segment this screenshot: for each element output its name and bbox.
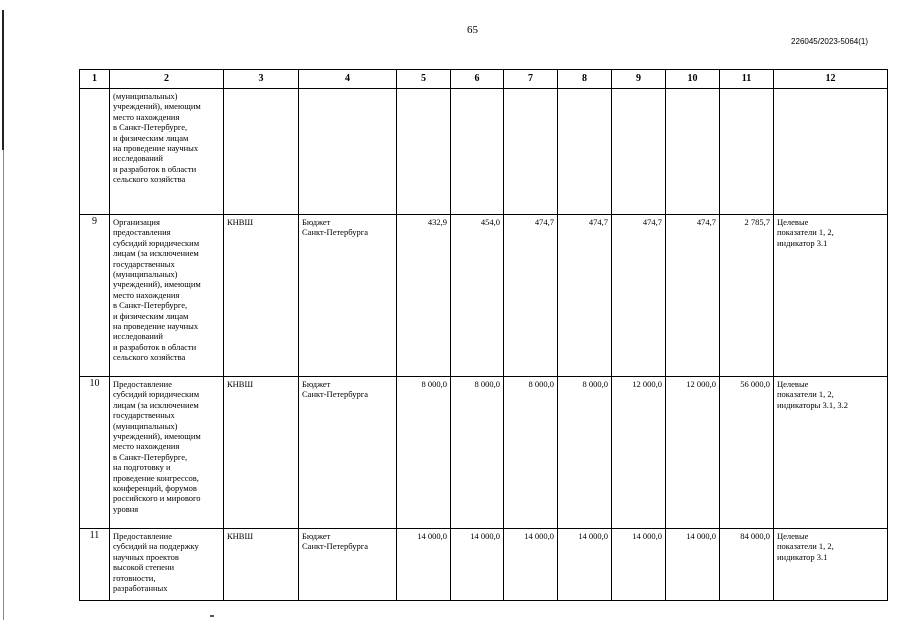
value-cell <box>612 89 666 215</box>
value-cell: 8 000,0 <box>451 377 504 529</box>
value-cell: 14 000,0 <box>397 529 451 601</box>
executor <box>224 89 299 215</box>
value-cell: 2 785,7 <box>720 215 774 377</box>
funding-source: Бюджет Санкт-Петербурга <box>299 529 397 601</box>
value-cell <box>504 89 558 215</box>
table-row <box>80 529 888 601</box>
executor: КНВШ <box>224 215 299 377</box>
header-cell: 9 <box>612 70 666 89</box>
header-cell: 10 <box>666 70 720 89</box>
budget-table <box>79 69 888 601</box>
indicators: Целевые показатели 1, 2, индикаторы 3.1, 3.2 <box>774 377 888 529</box>
value-cell: 56 000,0 <box>720 377 774 529</box>
event-name: Организация предоставления субсидий юридическим лицам (за исключением государственных (муниципальных) учреждений), имеющим место нахождения в Санкт-Петербурге, и физическим лицам на проведение научных исследований и разработок в области сельского хозяйства <box>110 215 224 377</box>
document-code: 226045/2023-5064(1) <box>791 37 868 46</box>
event-name: Предоставление субсидий на поддержку научных проектов высокой степени готовности, разработанных <box>110 529 224 601</box>
header-cell: 4 <box>299 70 397 89</box>
event-name: (муниципальных) учреждений), имеющим место нахождения в Санкт-Петербурге, и физическим лицам на проведение научных исследований и разработок в области сельского хозяйства <box>110 89 224 215</box>
header-cell: 6 <box>451 70 504 89</box>
funding-source: Бюджет Санкт-Петербурга <box>299 215 397 377</box>
value-cell: 84 000,0 <box>720 529 774 601</box>
header-cell: 5 <box>397 70 451 89</box>
header-cell: 12 <box>774 70 888 89</box>
event-name: Предоставление субсидий юридическим лицам (за исключением государственных (муниципальных) учреждений), имеющим место нахождения в Санкт-Петербурге, на подготовку и проведение конгрессов, конференций, форумов российского и мирового уровня <box>110 377 224 529</box>
value-cell: 14 000,0 <box>451 529 504 601</box>
indicators: Целевые показатели 1, 2, индикатор 3.1 <box>774 215 888 377</box>
table-row <box>80 377 888 529</box>
header-cell: 3 <box>224 70 299 89</box>
scan-edge-mark <box>3 150 4 620</box>
value-cell: 8 000,0 <box>397 377 451 529</box>
page-number: 65 <box>467 24 478 36</box>
value-cell <box>451 89 504 215</box>
table-header-row <box>80 70 888 89</box>
value-cell <box>720 89 774 215</box>
executor: КНВШ <box>224 529 299 601</box>
value-cell: 14 000,0 <box>666 529 720 601</box>
value-cell <box>397 89 451 215</box>
value-cell: 474,7 <box>504 215 558 377</box>
value-cell: 14 000,0 <box>504 529 558 601</box>
value-cell: 474,7 <box>558 215 612 377</box>
value-cell: 432,9 <box>397 215 451 377</box>
indicators: Целевые показатели 1, 2, индикатор 3.1 <box>774 529 888 601</box>
header-cell: 11 <box>720 70 774 89</box>
row-number: 11 <box>80 529 110 601</box>
value-cell: 454,0 <box>451 215 504 377</box>
header-cell: 7 <box>504 70 558 89</box>
value-cell: 14 000,0 <box>558 529 612 601</box>
row-number <box>80 89 110 215</box>
row-number: 10 <box>80 377 110 529</box>
executor: КНВШ <box>224 377 299 529</box>
row-number: 9 <box>80 215 110 377</box>
header-cell: 1 <box>80 70 110 89</box>
value-cell: 12 000,0 <box>666 377 720 529</box>
scan-speck <box>210 615 214 617</box>
value-cell: 474,7 <box>612 215 666 377</box>
header-cell: 2 <box>110 70 224 89</box>
value-cell: 8 000,0 <box>504 377 558 529</box>
table-row <box>80 89 888 215</box>
value-cell: 12 000,0 <box>612 377 666 529</box>
value-cell <box>666 89 720 215</box>
value-cell: 14 000,0 <box>612 529 666 601</box>
table-row <box>80 215 888 377</box>
value-cell: 474,7 <box>666 215 720 377</box>
value-cell: 8 000,0 <box>558 377 612 529</box>
funding-source: Бюджет Санкт-Петербурга <box>299 377 397 529</box>
funding-source <box>299 89 397 215</box>
indicators <box>774 89 888 215</box>
value-cell <box>558 89 612 215</box>
header-cell: 8 <box>558 70 612 89</box>
